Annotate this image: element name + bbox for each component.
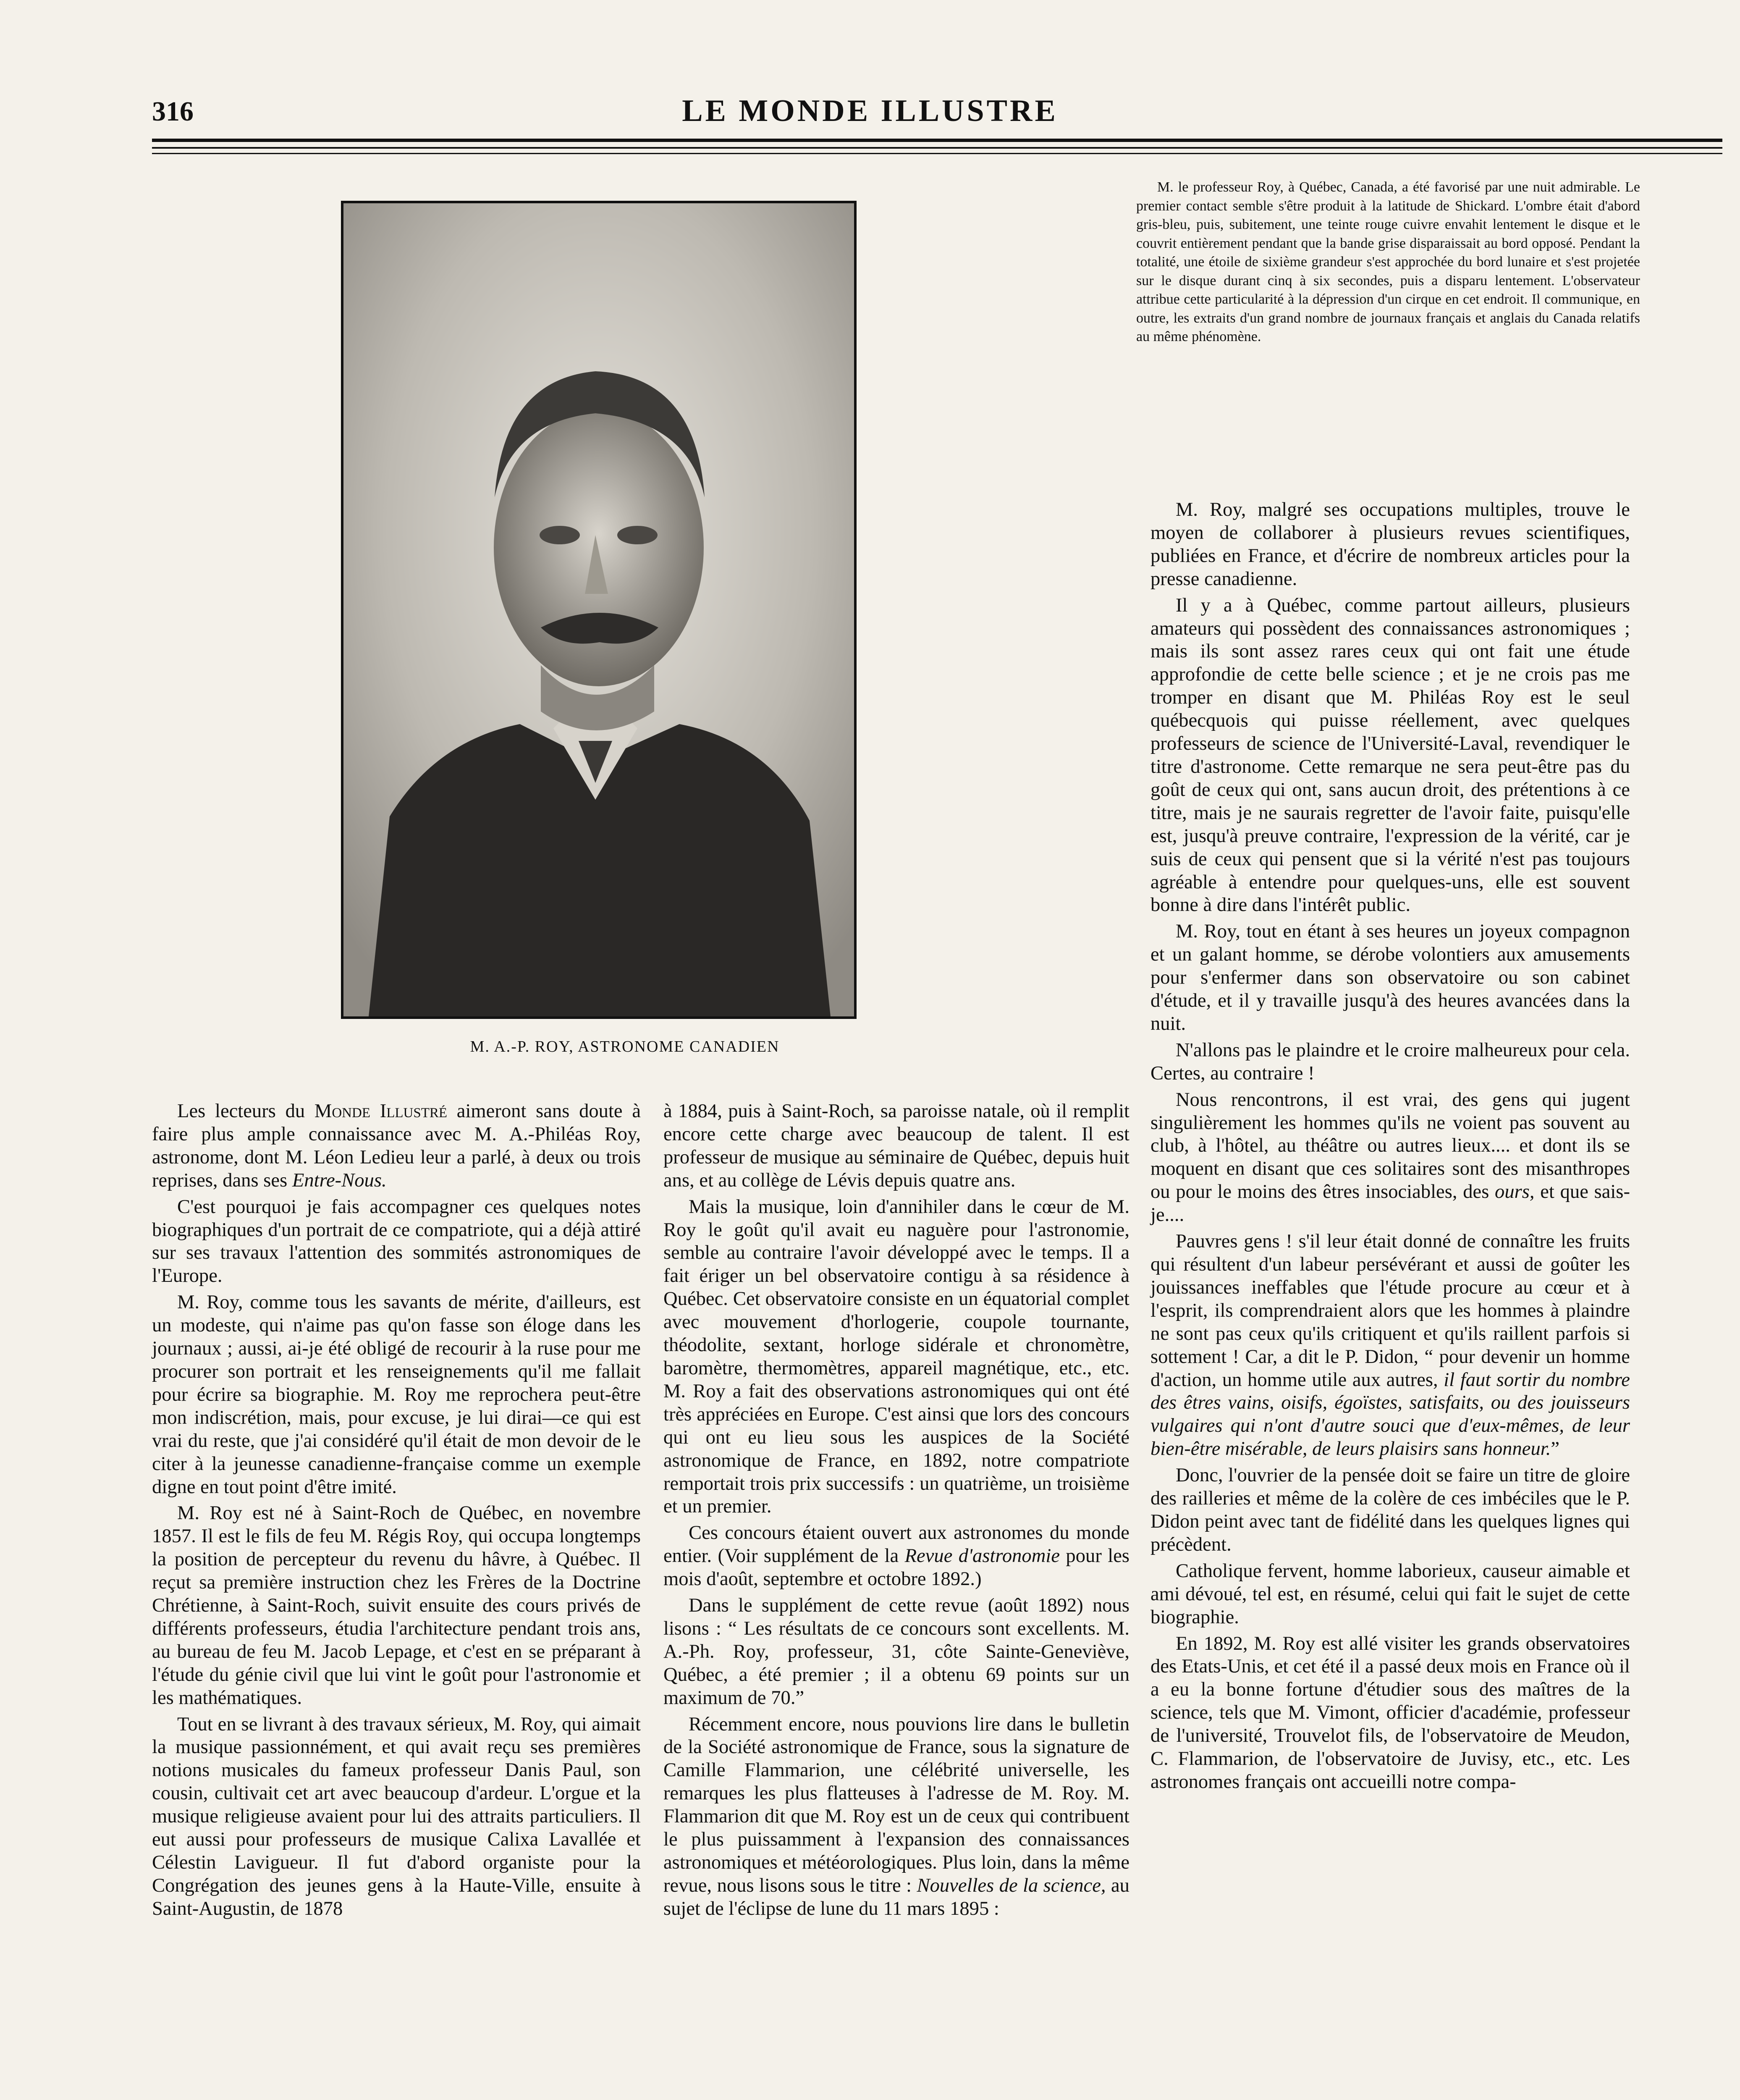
- paragraph: Tout en se livrant à des travaux sérieux, M. Roy, qui aimait la musique passionnément, et qui avait reçu ses premières notions musicales du fameux professeur Danis Paul, son cousin, cultivait cet art avec beaucoup d'ardeur. L'orgue et la musique religieuse avaient pour lui des attraits particuliers. Il eut aussi pour professeurs de musique Calixa Lavallée et Célestin Lavigueur. Il fut d'abord organiste pour la Congrégation des jeunes gens à la Haute-Ville, ensuite à Saint-Augustin, de 1878: [152, 1713, 641, 1919]
- paragraph: Nous rencontrons, il est vrai, des gens qui jugent singulièrement les hommes qu'ils ne voient pas souvent au club, à l'hôtel, au théâtre ou autres lieux.... et dont ils se moquent en disant que ces solitaires sont des misanthropes ou pour le moins des êtres insociables, des ours, et que sais-je....: [1150, 1088, 1630, 1226]
- paragraph: Ces concours étaient ouvert aux astronomes du monde entier. (Voir supplément de la Revue d'astronomie pour les mois d'août, septembre et octobre 1892.): [663, 1522, 1130, 1590]
- paragraph: Pauvres gens ! s'il leur était donné de connaître les fruits qui résultent d'un labeur persévérant et aussi de goûter les jouissances ineffables que l'étude procure au cœur et à l'esprit, ils comprendraient alors que les hommes à plaindre ne sont pas ceux qu'ils critiquent et qu'ils raillent parfois si sottement ! Car, a dit le P. Didon, “ pour devenir un homme d'action, un homme utile aux autres, il faut sortir du nombre des êtres vains, oisifs, égoïstes, satisfaits, ou des jouisseurs vulgaires qui n'ont d'autre souci que d'eux-mêmes, de leur bien-être misérable, de leurs plaisirs sans honneur.”: [1150, 1230, 1630, 1460]
- paragraph: N'allons pas le plaindre et le croire malheureux pour cela. Certes, au contraire !: [1150, 1039, 1630, 1084]
- paragraph: Dans le supplément de cette revue (août 1892) nous lisons : “ Les résultats de ce concours sont excellents. M. A.-Ph. Roy, professeur, 31, côte Sainte-Geneviève, Québec, a été premier ; il a obtenu 69 points sur un maximum de 70.”: [663, 1594, 1129, 1709]
- header-rule: [152, 139, 1722, 142]
- paragraph: Mais la musique, loin d'annihiler dans le cœur de M. Roy le goût qu'il avait eu naguère pour l'astronomie, semble au contraire l'avoir développé avec le temps. Il a fait ériger un bel observatoire contigu à sa résidence à Québec. Cet observatoire consiste en un équatorial complet avec mouvement d'horlogerie, coupole tournante, théodolite, sextant, horloge sidérale et chronomètre, baromètre, thermomètres, appareil magnétique, etc., etc. M. Roy a fait des observations astronomiques qui ont été très appréciées en Europe. C'est ainsi que lors des concours qui ont eu lieu sous les auspices de la Société astronomique de France, en 1892, notre compatriote remportait trois prix successifs : un quatrième, un troisième et un premier.: [663, 1195, 1129, 1517]
- quote-text: M. le professeur Roy, à Québec, Canada, a été favorisé par une nuit admirable. Le premier contact semble s'être produit à la latitude de Shickard. L'ombre était d'abord gris-bleu, puis, subitement, une teinte rouge cuivre envahit lentement le disque et le couvrit entièrement pendant que la bande grise disparaissait au bord opposé. Pendant la totalité, une étoile de sixième grandeur s'est approchée du bord lunaire et s'est projetée sur le disque durant cinq à six secondes, puis a disparu lentement. L'observateur attribue cette particularité à la dépression d'un cirque en cet endroit. Il communique, en outre, les extraits d'un grand nombre de journaux français et anglais du Canada relatifs au même phénomène.: [1136, 179, 1640, 344]
- header-rule: [152, 153, 1722, 154]
- article-column-2: [663, 1100, 1129, 1920]
- article-column-3: [1150, 498, 1630, 1793]
- paragraph: En 1892, M. Roy est allé visiter les grands observatoires des Etats-Unis, et cet été il a passé deux mois en France où il a eu la bonne fortune d'étudier sous des maîtres de la science, tels que M. Vimont, officier d'académie, professeur de l'université, Trouvelot fils, de l'observatoire de Meudon, C. Flammarion, de l'observatoire de Juvisy, etc., etc. Les astronomes français ont accueilli notre compa-: [1150, 1632, 1630, 1793]
- figure-caption: M. A.-P. ROY, ASTRONOME CANADIEN: [470, 1038, 780, 1055]
- masthead: LE MONDE ILLUSTRE: [682, 94, 1058, 128]
- paragraph: Les lecteurs du Monde Illustré aimeront sans doute à faire plus ample connaissance avec M. A.-Philéas Roy, astronome, dont M. Léon Ledieu leur a parlé, à deux ou trois reprises, dans ses Entre-Nous.: [152, 1100, 641, 1191]
- paragraph: M. Roy, comme tous les savants de mérite, d'ailleurs, est un modeste, qui n'aime pas qu'on fasse son éloge dans les journaux ; aussi, ai-je été obligé de recourir à la ruse pour me procurer son portrait et les renseignements qu'il me fallait pour écrire sa biographie. M. Roy me reprochera peut-être mon indiscrétion, mais, pour excuse, je lui dirai—ce qui est vrai du reste, que j'ai considéré qu'il était de mon devoir de le citer à la jeunesse canadienne-française comme un exemple digne en tout point d'être imité.: [152, 1291, 641, 1498]
- portrait-engraving: [343, 203, 854, 1016]
- paragraph: Donc, l'ouvrier de la pensée doit se faire un titre de gloire des railleries et même de la colère de ces imbéciles que le P. Didon peint avec tant de fidélité dans les quelques lignes qui précèdent.: [1150, 1464, 1630, 1555]
- paragraph: à 1884, puis à Saint-Roch, sa paroisse natale, où il remplit encore cette charge avec beaucoup de talent. Il est professeur de musique au séminaire de Québec, depuis huit ans, et au collège de Lévis depuis quatre ans.: [663, 1100, 1129, 1191]
- paragraph: M. Roy, malgré ses occupations multiples, trouve le moyen de collaborer à plusieurs revues scientifiques, publiées en France, et d'écrire de nombreux articles pour la presse canadienne.: [1150, 499, 1630, 590]
- sidebar-quote: [1136, 178, 1640, 346]
- paragraph: M. Roy est né à Saint-Roch de Québec, en novembre 1857. Il est le fils de feu M. Régis Roy, qui occupa longtemps la position de percepteur du revenu du hâvre, à Québec. Il reçut sa première instruction chez les Frères de la Doctrine Chrétienne, à Saint-Roch, suivit ensuite des cours privés de différents professeurs, étudia l'architecture pendant trois ans, au bureau de feu M. Jacob Lepage, et c'est en se préparant à l'étude du génie civil que lui vint le goût pour l'astronomie et les mathématiques.: [152, 1502, 641, 1709]
- page-number: 316: [152, 96, 194, 127]
- paragraph: Récemment encore, nous pouvions lire dans le bulletin de la Société astronomique de France, sous la signature de Camille Flammarion, une célébrité universelle, les remarques les plus flatteuses à l'adresse de M. Roy. M. Flammarion dit que M. Roy est un de ceux qui contribuent le plus puissamment à l'expansion des connaissances astronomiques et météorologiques. Plus loin, dans la même revue, nous lisons sous le titre : Nouvelles de la science, au sujet de l'éclipse de lune du 11 mars 1895 :: [663, 1713, 1129, 1919]
- paragraph: Catholique fervent, homme laborieux, causeur aimable et ami dévoué, tel est, en résumé, celui qui fait le sujet de cette biographie.: [1150, 1559, 1630, 1628]
- header-rule: [152, 147, 1722, 149]
- paragraph: C'est pourquoi je fais accompagner ces quelques notes biographiques d'un portrait de ce compatriote, qui a déjà attiré sur ses travaux l'attention des sommités astronomiques de l'Europe.: [152, 1195, 641, 1287]
- paragraph: M. Roy, tout en étant à ses heures un joyeux compagnon et un galant homme, se dérobe volontiers aux amusements pour s'enfermer dans son observatoire ou son cabinet d'étude, et il y travaille jusqu'à des heures avancées dans la nuit.: [1150, 920, 1630, 1034]
- paragraph: Il y a à Québec, comme partout ailleurs, plusieurs amateurs qui possèdent des connaissances astronomiques ; mais ils sont assez rares ceux qui ont fait une étude approfondie de cette belle science ; et je ne crois pas me tromper en disant que M. Philéas Roy est le seul québecquois qui puisse réellement, avec quelques professeurs de science de l'Université-Laval, revendiquer le titre d'astronome. Cette remarque ne sera peut-être pas du goût de ceux qui ont, sans aucun droit, des prétentions à ce titre, mais je ne saurais regretter de l'avoir faite, puisqu'elle est, jusqu'à preuve contraire, l'expression de la vérité, car je suis de ceux qui pensent que si la vérité n'est pas toujours agréable à entendre pour quelques-uns, elle est souvent bonne à dire dans l'intérêt public.: [1150, 594, 1630, 916]
- portrait-photo: [341, 201, 857, 1019]
- article-column-1: [152, 1100, 641, 1920]
